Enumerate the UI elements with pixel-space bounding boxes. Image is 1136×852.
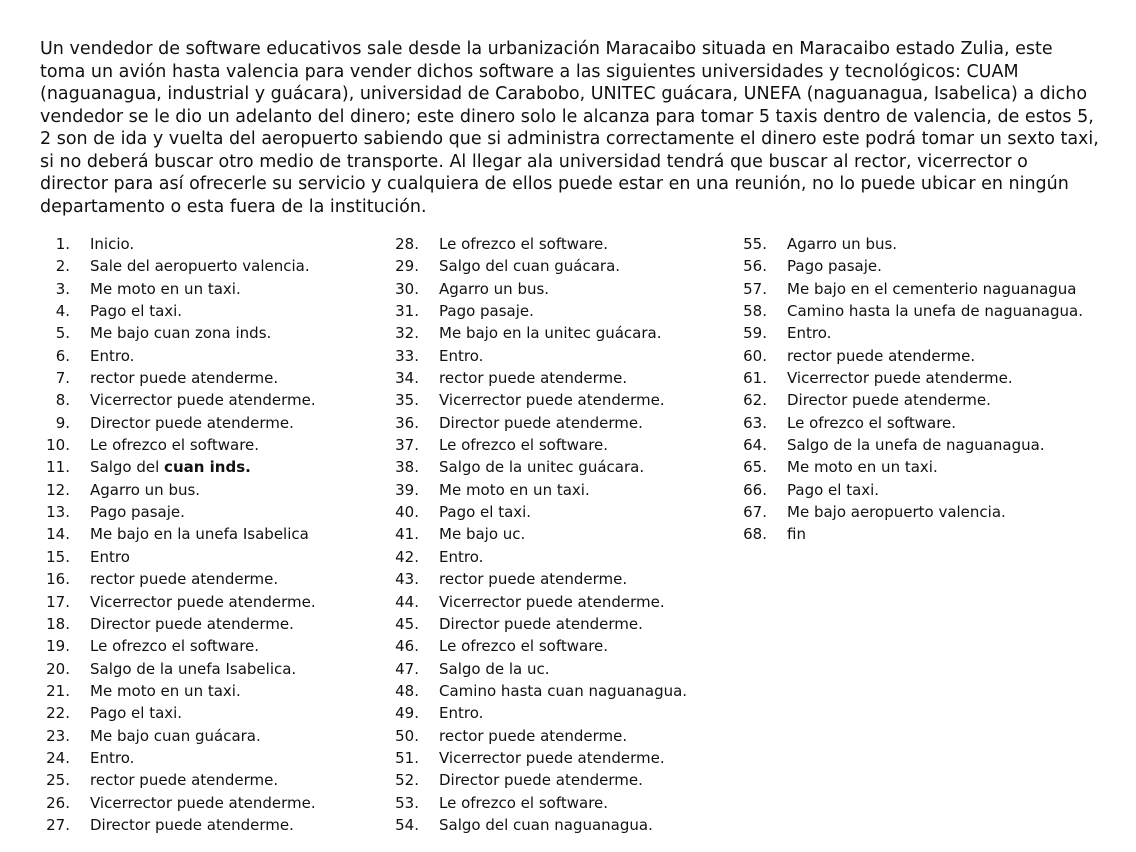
step-text [90, 613, 294, 635]
step-item [28, 591, 316, 613]
step-item [377, 367, 687, 389]
step-number: 30. [395, 279, 419, 298]
step-text [787, 523, 806, 545]
step-text [90, 233, 134, 255]
step-number: 63. [743, 413, 767, 432]
step-text [90, 322, 271, 344]
step-text [787, 434, 1045, 456]
step-item [725, 345, 1083, 367]
step-text-part: Director puede atenderme. [90, 815, 294, 834]
step-item [28, 389, 316, 411]
step-text [439, 501, 531, 523]
step-text [90, 479, 200, 501]
step-text [439, 412, 643, 434]
step-text [787, 278, 1076, 300]
step-text-part: Me bajo en la unefa Isabelica [90, 525, 309, 544]
step-item [377, 814, 687, 836]
step-number: 41. [395, 525, 419, 544]
step-item [377, 769, 687, 791]
step-text [439, 591, 665, 613]
step-text [439, 702, 483, 724]
step-number: 40. [395, 503, 419, 522]
step-text-part: Entro [90, 547, 130, 566]
step-text [439, 479, 590, 501]
step-number: 24. [46, 748, 70, 767]
step-number: 38. [395, 458, 419, 477]
step-item [725, 479, 1083, 501]
step-text-part: Me bajo uc. [439, 525, 526, 544]
step-text-part: Salgo de la unefa Isabelica. [90, 659, 297, 678]
step-text-part: Director puede atenderme. [90, 614, 294, 633]
step-number: 31. [395, 302, 419, 321]
step-number: 39. [395, 480, 419, 499]
step-item [725, 278, 1083, 300]
step-item [28, 613, 316, 635]
step-item [377, 501, 687, 523]
step-text [439, 635, 608, 657]
step-item [377, 747, 687, 769]
step-number: 67. [743, 503, 767, 522]
step-text-part: Vicerrector puede atenderme. [90, 793, 316, 812]
step-item [28, 702, 316, 724]
step-item [377, 680, 687, 702]
step-text-part: Le ofrezco el software. [787, 413, 957, 432]
step-text-part: Pago pasaje. [90, 503, 185, 522]
step-number: 3. [55, 279, 70, 298]
step-text-part: Me bajo en la unitec guácara. [439, 324, 662, 343]
step-number: 6. [55, 346, 70, 365]
step-number: 14. [46, 525, 70, 544]
step-number: 47. [395, 659, 419, 678]
step-item [28, 412, 316, 434]
step-text [90, 725, 261, 747]
step-text [439, 814, 653, 836]
step-number: 60. [743, 346, 767, 365]
step-text-part: Agarro un bus. [787, 235, 898, 253]
step-number: 28. [395, 235, 419, 253]
step-text [90, 769, 278, 791]
step-item [28, 658, 316, 680]
step-number: 52. [395, 771, 419, 790]
step-text-part: Entro. [439, 547, 484, 566]
step-item [28, 635, 316, 657]
step-number: 17. [46, 592, 70, 611]
step-text-part: Vicerrector puede atenderme. [787, 369, 1013, 388]
step-text [90, 300, 182, 322]
step-text [439, 255, 620, 277]
step-item [28, 255, 316, 277]
step-item [28, 814, 316, 836]
step-number: 53. [395, 793, 419, 812]
problem-statement: Un vendedor de software educativos sale desde la urbanización Maracaibo situada en Maracaibo estado Zulia, este toma un avión hasta valencia para vender dichos software a las siguientes universidades y tecnológicos: CUAM (naguanagua, industrial y guácara), universidad de Carabobo, UNITEC guácara, UNEFA (naguanagua, Isabelica) a dicho vendedor se le dio un adelanto del dinero; este dinero solo le alcanza para tomar 5 taxis dentro de valencia, de estos 5, 2 son de ida y vuelta del aeropuerto sabiendo que si administra correctamente el dinero este podrá tomar un sexto taxi, si no deberá buscar otro medio de transporte. Al llegar ala universidad tendrá que buscar al rector, vicerrector o director para así ofrecerle su servicio y cualquiera de ellos puede estar en una reunión, no lo puede ubicar en ningún departamento o esta fuera de la institución. [40, 39, 1099, 217]
step-text [90, 702, 182, 724]
step-number: 49. [395, 704, 419, 723]
step-number: 51. [395, 748, 419, 767]
step-number: 11. [46, 458, 70, 477]
step-text [439, 322, 662, 344]
step-text-part: Inicio. [90, 235, 135, 253]
step-text [439, 523, 525, 545]
step-text-part: Camino hasta la unefa de naguanagua. [787, 302, 1083, 321]
step-item [725, 233, 1083, 255]
step-number: 33. [395, 346, 419, 365]
step-item [377, 658, 687, 680]
step-item [28, 769, 316, 791]
step-text-part: Pago pasaje. [439, 302, 534, 321]
step-number: 59. [743, 324, 767, 343]
step-text [90, 367, 278, 389]
step-text [439, 434, 608, 456]
step-text [439, 546, 483, 568]
step-item [28, 747, 316, 769]
step-text [787, 345, 975, 367]
step-number: 10. [46, 436, 70, 455]
step-number: 18. [46, 614, 70, 633]
step-text [90, 546, 130, 568]
step-text-part: Vicerrector puede atenderme. [90, 592, 316, 611]
step-number: 15. [46, 547, 70, 566]
step-text-part: Director puede atenderme. [439, 614, 643, 633]
step-number: 56. [743, 257, 767, 276]
step-number: 25. [46, 771, 70, 790]
steps-column-1 [28, 233, 316, 836]
step-text [439, 613, 643, 635]
step-number: 54. [395, 815, 419, 834]
step-item [28, 367, 316, 389]
step-item [377, 389, 687, 411]
step-item [28, 479, 316, 501]
step-item [377, 635, 687, 657]
step-text [439, 233, 608, 255]
step-text [439, 278, 549, 300]
step-number: 21. [46, 681, 70, 700]
step-item [28, 322, 316, 344]
step-item [377, 546, 687, 568]
step-text-part: Director puede atenderme. [439, 413, 643, 432]
step-text-part: Le ofrezco el software. [439, 637, 609, 656]
step-text-part: Pago el taxi. [787, 480, 880, 499]
step-text [90, 278, 241, 300]
step-text [439, 792, 608, 814]
step-item [377, 591, 687, 613]
step-item [28, 278, 316, 300]
step-number: 61. [743, 369, 767, 388]
step-item [377, 613, 687, 635]
step-text-part: Salgo del [90, 458, 165, 477]
step-text [90, 658, 296, 680]
step-number: 16. [46, 570, 70, 589]
step-number: 46. [395, 637, 419, 656]
step-number: 58. [743, 302, 767, 321]
step-text [90, 456, 251, 478]
step-item [28, 300, 316, 322]
step-text-part: Me bajo en el cementerio naguanagua [787, 279, 1077, 298]
step-text [90, 255, 310, 277]
step-text-part: Director puede atenderme. [787, 391, 991, 410]
steps-column-3 [725, 233, 1083, 546]
step-item [377, 322, 687, 344]
step-number: 19. [46, 637, 70, 656]
step-text [787, 322, 831, 344]
step-text [439, 769, 643, 791]
step-text-part: Entro. [439, 346, 484, 365]
step-text [439, 658, 550, 680]
step-number: 68. [743, 525, 767, 544]
step-item [28, 680, 316, 702]
step-item [28, 523, 316, 545]
step-item [377, 523, 687, 545]
step-text-part: Agarro un bus. [439, 279, 550, 298]
step-text-part: Me bajo cuan zona inds. [90, 324, 272, 343]
step-text-part: Director puede atenderme. [90, 413, 294, 432]
step-item [377, 233, 687, 255]
step-number: 48. [395, 681, 419, 700]
step-text [90, 412, 294, 434]
step-text [439, 747, 665, 769]
step-text-part: rector puede atenderme. [90, 570, 279, 589]
step-number: 22. [46, 704, 70, 723]
step-text-part: Me moto en un taxi. [439, 480, 590, 499]
step-text-part: Salgo de la unitec guácara. [439, 458, 645, 477]
step-text-part: Entro. [90, 346, 135, 365]
step-item [725, 300, 1083, 322]
step-item [28, 568, 316, 590]
step-text-part: Pago el taxi. [90, 302, 183, 321]
step-item [28, 725, 316, 747]
step-item [377, 792, 687, 814]
step-text [90, 814, 294, 836]
step-number: 23. [46, 726, 70, 745]
step-item [377, 345, 687, 367]
step-number: 32. [395, 324, 419, 343]
step-item [725, 434, 1083, 456]
step-text-part: rector puede atenderme. [787, 346, 976, 365]
step-text [439, 680, 687, 702]
step-text [90, 389, 316, 411]
step-text [439, 568, 627, 590]
step-text-part: Entro. [90, 748, 135, 767]
step-text-part: rector puede atenderme. [90, 771, 279, 790]
step-text-part: Me bajo cuan guácara. [90, 726, 261, 745]
step-text-part: Le ofrezco el software. [90, 436, 260, 455]
step-text [439, 389, 665, 411]
step-number: 42. [395, 547, 419, 566]
step-item [28, 546, 316, 568]
step-item [377, 479, 687, 501]
step-text-part: fin [787, 525, 806, 544]
step-item [725, 412, 1083, 434]
step-item [725, 255, 1083, 277]
step-item [725, 456, 1083, 478]
step-number: 8. [55, 391, 70, 410]
step-text [90, 568, 278, 590]
step-item [28, 434, 316, 456]
step-item [725, 322, 1083, 344]
step-number: 7. [55, 369, 70, 388]
step-text-part: rector puede atenderme. [439, 570, 628, 589]
step-text [787, 367, 1013, 389]
step-text [90, 345, 134, 367]
step-number: 64. [743, 436, 767, 455]
step-text-part: Vicerrector puede atenderme. [439, 391, 665, 410]
step-number: 45. [395, 614, 419, 633]
step-text [90, 792, 316, 814]
step-text-part: Vicerrector puede atenderme. [439, 592, 665, 611]
step-text [90, 523, 309, 545]
step-text-part: Le ofrezco el software. [439, 235, 609, 253]
step-number: 35. [395, 391, 419, 410]
step-text [90, 747, 134, 769]
step-number: 37. [395, 436, 419, 455]
step-text [90, 635, 259, 657]
step-item [377, 412, 687, 434]
step-item [28, 792, 316, 814]
step-text-part: Pago el taxi. [90, 704, 183, 723]
step-text-part: Director puede atenderme. [439, 771, 643, 790]
step-text [439, 300, 534, 322]
step-item [725, 389, 1083, 411]
step-text-part: Entro. [439, 704, 484, 723]
step-text-part: rector puede atenderme. [90, 369, 279, 388]
step-text [787, 389, 991, 411]
step-text-part: Vicerrector puede atenderme. [439, 748, 665, 767]
step-item [377, 255, 687, 277]
step-number: 29. [395, 257, 419, 276]
step-number: 12. [46, 480, 70, 499]
step-item [377, 456, 687, 478]
step-number: 62. [743, 391, 767, 410]
step-text [787, 300, 1083, 322]
step-item [725, 367, 1083, 389]
step-number: 43. [395, 570, 419, 589]
step-text [787, 501, 1006, 523]
step-item [377, 278, 687, 300]
step-number: 9. [55, 413, 70, 432]
step-text-part: Camino hasta cuan naguanagua. [439, 681, 688, 700]
step-item [377, 702, 687, 724]
step-text-part: Me moto en un taxi. [787, 458, 938, 477]
step-text-part: Sale del aeropuerto valencia. [90, 257, 310, 276]
step-text [439, 456, 644, 478]
step-number: 4. [55, 302, 70, 321]
step-text-part: Pago el taxi. [439, 503, 532, 522]
step-number: 1. [55, 235, 70, 253]
step-text [90, 591, 316, 613]
step-text [439, 345, 483, 367]
step-text [787, 412, 956, 434]
step-number: 65. [743, 458, 767, 477]
step-text-part: rector puede atenderme. [439, 369, 628, 388]
step-text [439, 367, 627, 389]
step-number: 13. [46, 503, 70, 522]
step-text-part: Le ofrezco el software. [439, 436, 609, 455]
step-text [439, 725, 627, 747]
step-item [377, 434, 687, 456]
step-text-part: Salgo del cuan naguanagua. [439, 815, 653, 834]
step-text-part: rector puede atenderme. [439, 726, 628, 745]
step-number: 20. [46, 659, 70, 678]
step-item [28, 345, 316, 367]
step-text-part: Salgo del cuan guácara. [439, 257, 621, 276]
step-number: 2. [55, 257, 70, 276]
step-number: 27. [46, 815, 70, 834]
step-text-part: Me moto en un taxi. [90, 681, 241, 700]
step-text [90, 501, 185, 523]
step-item [725, 523, 1083, 545]
steps-column-2 [377, 233, 687, 836]
step-item [28, 456, 316, 478]
step-item [377, 568, 687, 590]
step-text-part: Entro. [787, 324, 832, 343]
step-text [787, 456, 938, 478]
step-number: 34. [395, 369, 419, 388]
step-text-part: Salgo de la uc. [439, 659, 550, 678]
step-item [28, 501, 316, 523]
step-number: 36. [395, 413, 419, 432]
step-item [377, 300, 687, 322]
step-text-part: Me moto en un taxi. [90, 279, 241, 298]
step-text-part: Me bajo aeropuerto valencia. [787, 503, 1006, 522]
step-number: 50. [395, 726, 419, 745]
step-text-bold: cuan inds. [164, 458, 251, 477]
step-number: 55. [743, 235, 767, 253]
step-number: 66. [743, 480, 767, 499]
step-text [787, 479, 879, 501]
step-text-part: Le ofrezco el software. [439, 793, 609, 812]
step-number: 5. [55, 324, 70, 343]
step-text [90, 434, 259, 456]
step-item [377, 725, 687, 747]
step-text [787, 255, 882, 277]
step-text [90, 680, 241, 702]
step-text [787, 233, 897, 255]
step-text-part: Salgo de la unefa de naguanagua. [787, 436, 1045, 455]
step-number: 57. [743, 279, 767, 298]
step-text-part: Le ofrezco el software. [90, 637, 260, 656]
step-number: 44. [395, 592, 419, 611]
step-item [28, 233, 316, 255]
step-text-part: Vicerrector puede atenderme. [90, 391, 316, 410]
step-text-part: Agarro un bus. [90, 480, 201, 499]
step-number: 26. [46, 793, 70, 812]
step-item [725, 501, 1083, 523]
step-text-part: Pago pasaje. [787, 257, 882, 276]
